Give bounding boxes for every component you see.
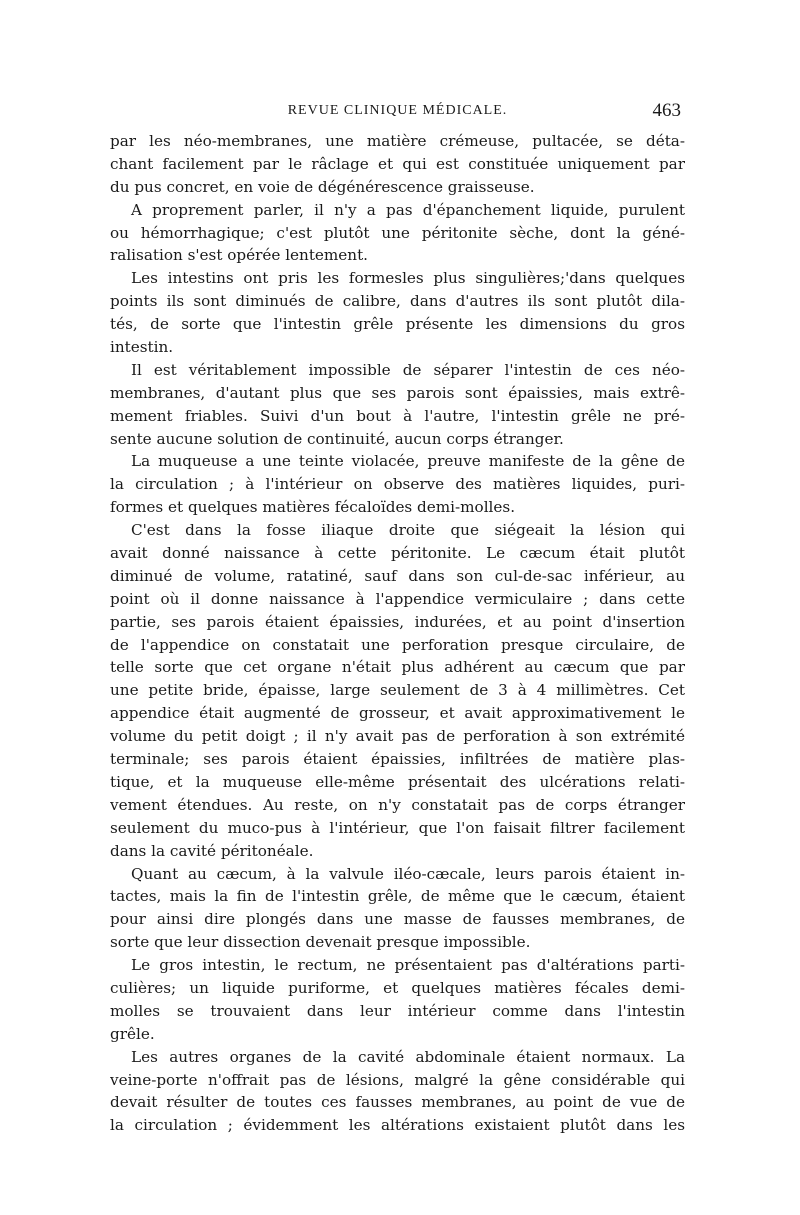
text-line: ou hémorrhagique; c'est plutôt une péritonite sèche, dont la géné- xyxy=(110,223,685,242)
book-page xyxy=(110,0,685,1215)
text-line: une petite bride, épaisse, large seulement de 3 à 4 millimètres. Cet xyxy=(110,681,685,700)
text-line: de l'appendice on constatait une perforation presque circulaire, de xyxy=(110,635,685,654)
text-line: Les autres organes de la cavité abdominale étaient normaux. La xyxy=(131,1047,685,1066)
text-line: Le gros intestin, le rectum, ne présentaient pas d'altérations parti- xyxy=(131,956,685,975)
page-header xyxy=(110,100,685,122)
text-line: pour ainsi dire plongés dans une masse de fausses membranes, de xyxy=(110,910,685,929)
text-line: point où il donne naissance à l'appendice vermiculaire ; dans cette xyxy=(110,589,685,608)
text-line: molles se trouvaient dans leur intérieur comme dans l'intestin xyxy=(110,1001,685,1020)
text-line: la circulation ; à l'intérieur on observe des matières liquides, puri- xyxy=(110,475,685,494)
text-line: formes et quelques matières fécaloïdes demi-molles. xyxy=(110,498,516,517)
text-line: seulement du muco-pus à l'intérieur, que l'on faisait filtrer facilement xyxy=(110,818,685,837)
text-line: volume du petit doigt ; il n'y avait pas de perforation à son extrémité xyxy=(110,727,685,746)
text-line: Les intestins ont pris les formesles plus singulières;'dans quelques xyxy=(131,269,685,288)
text-line: ralisation s'est opérée lentement. xyxy=(110,246,369,265)
text-line: tique, et la muqueuse elle-même présentait des ulcérations relati- xyxy=(110,772,685,791)
text-line: devait résulter de toutes ces fausses membranes, au point de vue de xyxy=(110,1093,685,1112)
text-line: tés, de sorte que l'intestin grêle présente les dimensions du gros xyxy=(110,315,685,334)
text-line: chant facilement par le râclage et qui est constituée uniquement par xyxy=(110,154,685,173)
text-line: A proprement parler, il n'y a pas d'épanchement liquide, purulent xyxy=(131,200,685,219)
text-line: La muqueuse a une teinte violacée, preuve manifeste de la gêne de xyxy=(131,452,685,471)
text-line: intestin. xyxy=(110,338,174,357)
text-line: diminué de volume, ratatiné, sauf dans son cul-de-sac inférieur, au xyxy=(110,566,685,585)
text-line: sorte que leur dissection devenait presque impossible. xyxy=(110,933,531,952)
text-line: appendice était augmenté de grosseur, et avait approximativement le xyxy=(110,704,685,723)
text-line: veine-porte n'offrait pas de lésions, malgré la gêne considérable qui xyxy=(110,1070,685,1089)
text-line: culières; un liquide puriforme, et quelques matières fécales demi- xyxy=(110,978,685,997)
text-line: Quant au cæcum, à la valvule iléo-cæcale, leurs parois étaient in- xyxy=(131,864,685,883)
text-line: du pus concret, en voie de dégénérescence graisseuse. xyxy=(110,177,535,196)
text-line: mement friables. Suivi d'un bout à l'autre, l'intestin grêle ne pré- xyxy=(110,406,685,425)
text-line: telle sorte que cet organe n'était plus adhérent au cæcum que par xyxy=(110,658,685,677)
text-line: points ils sont diminués de calibre, dans d'autres ils sont plutôt dila- xyxy=(110,292,685,311)
text-line: grêle. xyxy=(110,1024,155,1043)
text-line: tactes, mais la fin de l'intestin grêle, de même que le cæcum, étaient xyxy=(110,887,685,906)
running-title: REVUE CLINIQUE MÉDICALE. xyxy=(287,103,508,118)
text-line: la circulation ; évidemment les altérations existaient plutôt dans les xyxy=(110,1116,685,1135)
text-line: vement étendues. Au reste, on n'y constatait pas de corps étranger xyxy=(110,795,685,814)
text-line: terminale; ses parois étaient épaissies, infiltrées de matière plas- xyxy=(110,750,685,769)
text-line: partie, ses parois étaient épaissies, indurées, et au point d'insertion xyxy=(110,612,685,631)
text-line: sente aucune solution de continuité, aucun corps étranger. xyxy=(110,429,564,448)
text-line: membranes, d'autant plus que ses parois sont épaissies, mais extrê- xyxy=(110,383,685,402)
text-line: Il est véritablement impossible de séparer l'intestin de ces néo- xyxy=(131,360,685,379)
body-text xyxy=(110,130,685,1137)
text-line: avait donné naissance à cette péritonite. Le cæcum était plutôt xyxy=(110,544,685,563)
text-line: par les néo-membranes, une matière crémeuse, pultacée, se déta- xyxy=(110,132,685,150)
text-line: dans la cavité péritonéale. xyxy=(110,841,314,860)
page-number: 463 xyxy=(652,100,681,121)
text-line: C'est dans la fosse iliaque droite que siégeait la lésion qui xyxy=(131,521,685,540)
